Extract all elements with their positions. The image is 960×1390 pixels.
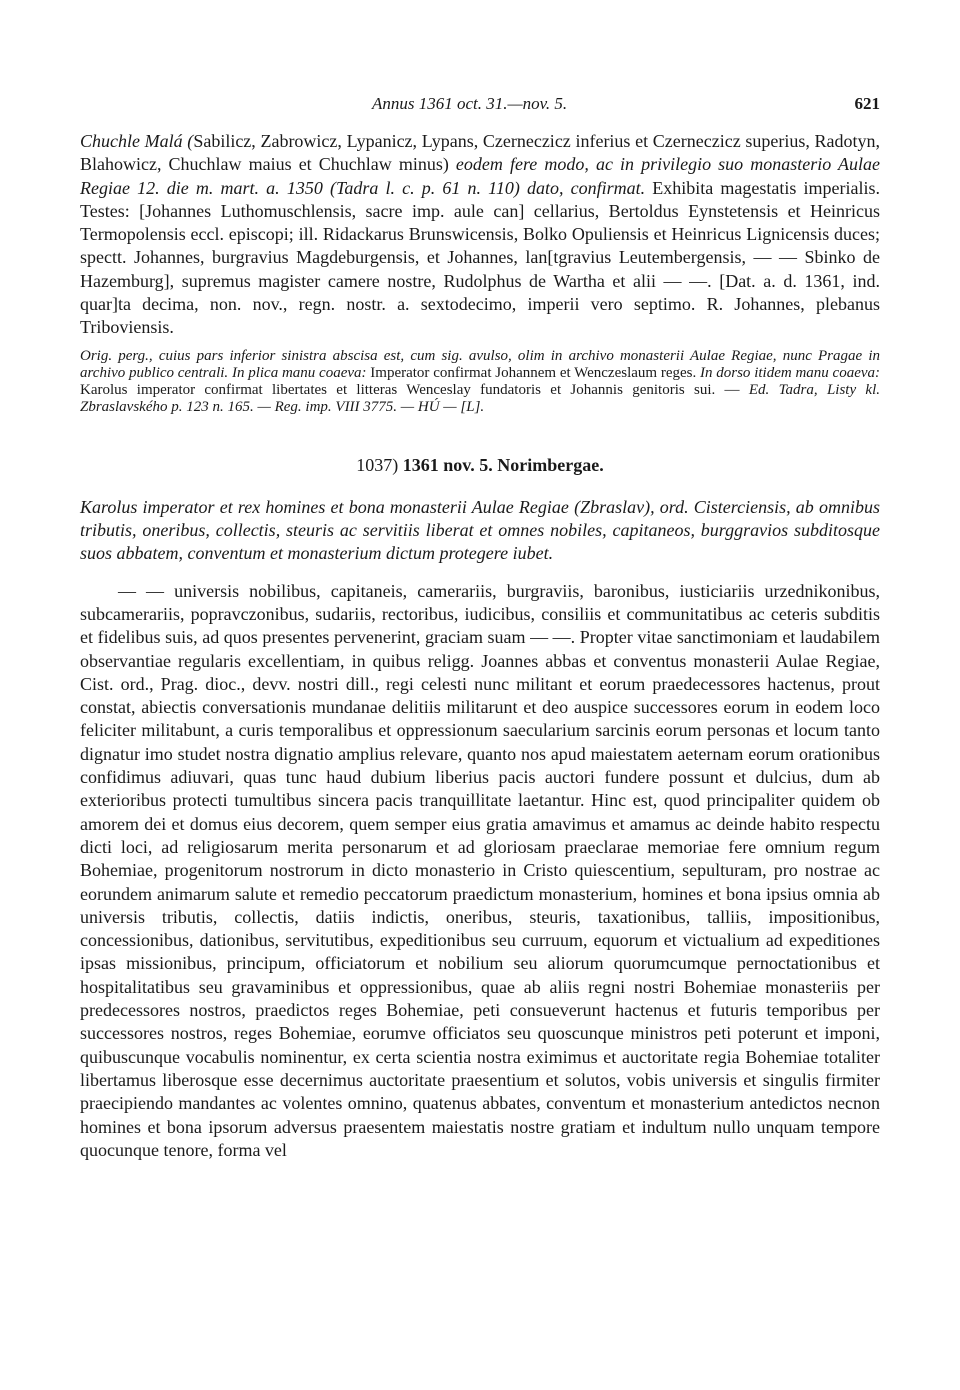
- entry-heading: [80, 454, 880, 477]
- charter-text: — — universis nobilibus, capitaneis, camerariis, burgraviis, baronibus, iusticiariis urzednikonibus, subcamerariis, popravczonibus, sudariis, rectoribus, iudicibus, consiliis et communitatibus ac ceteris subditis et fidelibus suis, ad quos presentes pervenerint, graciam suam — —. Propter vitae sanctimoniam et laudabilem observantiae regularis excellentiam, in quibus religg. Joannes abbas et conventus monasterii Aulae Regiae, Cist. ord., Prag. dioc., devv. nostri dill., regi celesti nunc militant et eorum praedecessores hactenus, prout constat, abiectis conversationis mundanae delitiis militarunt et deo auspice successores eorum in eodem loco feliciter militabunt, a curis temporalibus et oppressionum saecularium sarcinis eorum personas et locum tanto dignatur imo studet nostra dignatio amplius relevare, quanto nos apud maiestatem aeternam eorum orationibus confidimus adiuvari, quas tunc haud dubium liberius pacis auctori fundere possunt et dulcius, dum ab exterioribus protecti tumultibus sincera pacis tranquillitate laetantur. Hinc est, quod principaliter quidem ob amorem dei et domus eius decorem, quem semper eius gratia amavimus et amamus ac deinde habito respectu dicti loci, ad religiosarum merita personarum et ad gloriosam praeclarae memoriae fere omnium regum Bohemiae, progenitorum nostrorum in dicto monasterio in Cristo quiescentium, sepulturam, pro nostrae ac eorundem animarum salute et remedio peccatorum praedictum monasterium, homines et bona ipsius omnia ab universis tributis, collectis, datiis indictis, oneribus, steuris, taxationibus, talliis, impositionibus, concessionibus, dationibus, servitutibus, expeditionibus seu curruum, equorum et victualium ad expeditiones ipsas missionibus, principum, officiatorum et nobilium seu aliorum quorumcumque pernoctationibus et hospitalitatibus seu gravaminibus et oppressionibus, quae ab aliis regni nostri Bohemiae monasteriis per predecessores nostros, praedictos reges Bohemiae, peti consueverunt hactenus et futuris temporibus per successores nostros, reges Bohemiae, eorumve officiatos seu quoscunque ministros peti poterunt et imponi, quibuscunque vocabulis nominentur, ex certa scientia nostra eximimus et auctoritate regia Bohemiae totaliter libertamus liberosque esse decernimus auctoritate praesentium et solutos, vobis universis et singulis firmiter praecipiendo mandantes ac volentes omnino, quatenus abbates, conventum et monasterium antedictos necnon homines et bona ipsorum adversus praesentem maiestatis nostre gratiam et indultum nullo unquam tempore quocunque tenore, forma vel: [80, 580, 880, 1160]
- continuation-paragraph: [80, 130, 880, 340]
- note-segment: Karolus imperator confirmat libertates et litteras Wenceslay fundatoris et Johannis genitoris sui. —: [80, 382, 749, 399]
- source-notes: [80, 348, 880, 417]
- note-segment: Orig. perg., cuius pars inferior sinistra abscisa est, cum sig. avulso, olim in archivo monasterii Aulae Regiae, nunc Pragae in archivo publico centrali. In plica manu coaeva:: [80, 347, 880, 381]
- note-segment: In dorso itidem manu coaeva:: [700, 364, 881, 381]
- note-segment: Imperator confirmat Johannem et Wenczeslaum reges.: [366, 364, 700, 381]
- note-segment: Ed. Tadra, Listy kl. Zbraslavského p. 123 n. 165. — Reg. imp. VIII 3775. — HÚ — [L].: [80, 382, 880, 416]
- document-page: [80, 92, 880, 1162]
- entry-number: 1037): [356, 455, 399, 476]
- page-number: 621: [854, 94, 880, 113]
- continuation-segment: Chuchle Malá (: [80, 131, 194, 151]
- continuation-segment: eodem fere modo, ac in privilegio suo monasterio Aulae Regiae 12. die m. mart. a. 1350 (Tadra l. c. p. 61 n. 110) dato, confirmat.: [80, 154, 881, 198]
- entry-date: 1361 nov. 5. Norimbergae.: [402, 455, 604, 476]
- running-head-title: Annus 1361 oct. 31.—nov. 5.: [372, 94, 568, 113]
- continuation-segment: Sabilicz, Zabrowicz, Lypanicz, Lypans, Czerneczicz inferius et Czerneczicz superius, Radotyn, Blahowicz, Chuchlaw maius et Chuchlaw minus): [80, 131, 880, 175]
- continuation-segment: Exhibita magestatis imperialis. Testes: [Johannes Luthomuschlensis, sacre imp. aule can] cellarius, Bertoldus Eynstetensis et Heinricus Termopolensis eccl. episcopi; ill. Ridackarus Brunswicensis, Bolko Opuliensis et Heinricus Lignicensis duces; spectt. Johannes, burgravius Magdeburgensis, et Johannes, lan[tgravius Leutembergensis, — — Sbinko de Hazemburg], supremus magister camere nostre, Rudolphus de Wartha et alii — —. [Dat. a. d. 1361, ind. quar]ta decima, non. nov., regn. nostr. a. sextodecimo, imperii vero septimo. R. Johannes, plebanus Triboviensis.: [80, 177, 880, 338]
- regest-summary: Karolus imperator et rex homines et bona monasterii Aulae Regiae (Zbraslav), ord. Cisterciensis, ab omnibus tributis, oneribus, collectis, steuris ac servitiis liberat et omnes nobiles, capitaneos, burggravios subditosque suos abbatem, conventum et monasterium dictum protegere iubet.: [80, 496, 880, 564]
- running-head: [80, 92, 880, 118]
